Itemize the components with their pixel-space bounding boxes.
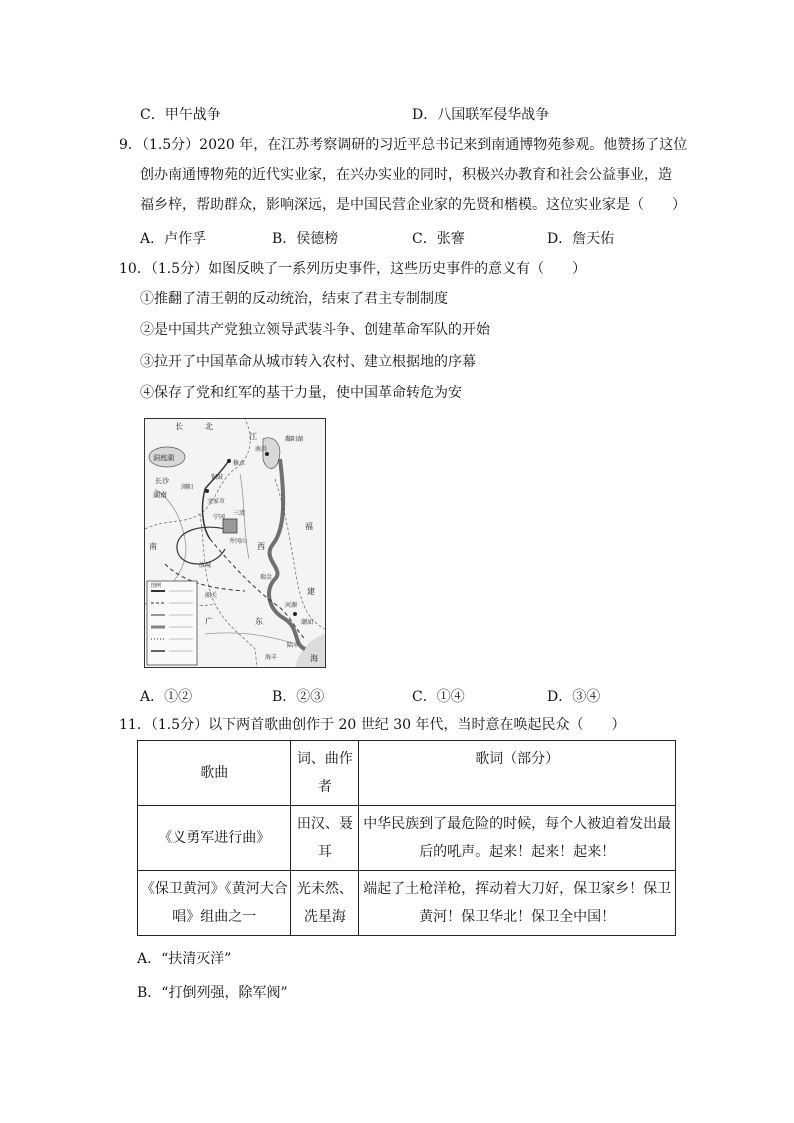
q9-option-b: B．侯德榜 bbox=[272, 231, 339, 247]
q11-stem: 11．（1.5分）以下两首歌曲创作于 20 世纪 30 年代，当时意在唤起民众（ ） bbox=[119, 717, 626, 733]
q10-option-a: A．①② bbox=[140, 689, 193, 705]
q10-item-3: ③拉开了中国革命从城市转入农村、建立根据地的序幕 bbox=[140, 354, 476, 370]
q10-stem: 10．（1.5分）如图反映了一系列历史事件，这些历史事件的意义有（ ） bbox=[119, 261, 587, 277]
map-label-fu: 福 bbox=[305, 522, 313, 531]
map-label-guang: 广 bbox=[205, 617, 213, 626]
map-label-heyuan: 河源 bbox=[285, 602, 298, 609]
map-label-wenjiashi: 文家市 bbox=[207, 498, 226, 505]
map-label-rucheng: 汝城 bbox=[199, 562, 212, 569]
map-label-hai: 海 bbox=[310, 654, 318, 663]
map-label-top1: 长 bbox=[175, 422, 183, 431]
map-label-changsha: 长沙 bbox=[155, 477, 169, 485]
map-label-xi: 西 bbox=[257, 542, 265, 551]
map-label-nan: 南 bbox=[149, 542, 157, 551]
map-label-tonggu: 铜鼓 bbox=[211, 474, 224, 481]
q10-item-4: ④保存了党和红军的基干力量，使中国革命转危为安 bbox=[140, 385, 462, 401]
map-label-rui: 瑞金 bbox=[260, 574, 273, 581]
songs-table bbox=[137, 740, 676, 936]
map-label-top2: 北 bbox=[205, 422, 213, 431]
q9-stem-line-2: 创办南通博物苑的近代实业家，在兴办实业的同时，积极兴办教育和社会公益事业，造 bbox=[140, 167, 672, 183]
map-label-hunan: 湖南 bbox=[153, 491, 167, 499]
map-label-haifeng: 海丰 bbox=[265, 654, 278, 661]
map-label-liuyang: 浏阳 bbox=[181, 484, 194, 491]
map-label-sanwan: 三湾 bbox=[233, 510, 246, 517]
map-legend-title: 图例 bbox=[151, 583, 162, 589]
table-header-authors: 词、曲作者 bbox=[291, 741, 359, 806]
q8-option-d: D．八国联军侵华战争 bbox=[412, 107, 550, 123]
map-label-poyang: 鄱阳湖 bbox=[285, 436, 304, 443]
table-cell-authors: 田汉、聂耳 bbox=[291, 806, 359, 871]
q9-stem-line-1: 9．（1.5分）2020 年，在江苏考察调研的习近平总书记来到南通博物苑参观。他赞扬了这位 bbox=[119, 137, 688, 153]
table-cell-authors: 光未然、冼星海 bbox=[291, 871, 359, 936]
q10-option-d: D．③④ bbox=[547, 689, 601, 705]
map-label-jinggang: 井冈山 bbox=[229, 538, 248, 545]
map-label-dongting: 洞庭湖 bbox=[153, 454, 174, 462]
table-cell-lyrics: 中华民族到了最危险的时候，每个人被迫着发出最后的吼声。起来！起来！起来！ bbox=[359, 806, 676, 871]
q11-option-b: B．“打倒列强，除军阀” bbox=[137, 985, 288, 1001]
q9-option-a: A．卢作孚 bbox=[140, 231, 207, 247]
table-cell-song: 《保卫黄河》《黄河大合唱》组曲之一 bbox=[138, 871, 291, 936]
q9-option-d: D．詹天佑 bbox=[547, 231, 615, 247]
q10-item-2: ②是中国共产党独立领导武装斗争、创建革命军队的开始 bbox=[140, 322, 490, 338]
q11-option-a: A．“扶清灭洋” bbox=[137, 951, 232, 967]
q10-option-b: B．②③ bbox=[272, 689, 325, 705]
map-label-xiushui: 修水 bbox=[233, 460, 246, 467]
table-cell-lyrics: 端起了土枪洋枪，挥动着大刀好，保卫家乡！保卫黄河！保卫华北！保卫全中国！ bbox=[359, 871, 676, 936]
map-label-jian: 建 bbox=[307, 587, 315, 596]
q8-option-c: C．甲午战争 bbox=[140, 107, 221, 123]
table-row bbox=[138, 806, 676, 871]
table-header-song: 歌曲 bbox=[138, 741, 291, 806]
table-cell-song: 《义勇军进行曲》 bbox=[138, 806, 291, 871]
map-label-dong: 东 bbox=[255, 617, 263, 626]
map-label-jiang: 江 bbox=[249, 432, 257, 441]
map-label-ninggang: 宁冈 bbox=[213, 514, 226, 521]
map-label-shaoguan: 韶关 bbox=[205, 592, 218, 599]
table-header-lyrics: 歌词（部分） bbox=[359, 741, 676, 806]
table-header-row bbox=[138, 741, 676, 806]
q10-item-1: ①推翻了清王朝的反动统治，结束了君主专制制度 bbox=[140, 291, 448, 307]
map-label-nanchang: 南昌 bbox=[255, 446, 268, 453]
map-label-chaoshan: 潮汕 bbox=[301, 619, 314, 626]
historical-map bbox=[144, 418, 326, 668]
q10-option-c: C．①④ bbox=[412, 689, 465, 705]
map-label-lufeng: 陆丰 bbox=[287, 642, 300, 649]
historical-map-svg bbox=[145, 419, 325, 667]
q9-stem-line-3: 福乡梓，帮助群众，影响深远，是中国民营企业家的先贤和楷模。这位实业家是（ ） bbox=[140, 197, 686, 213]
table-row bbox=[138, 871, 676, 936]
q9-option-c: C．张謇 bbox=[412, 231, 465, 247]
